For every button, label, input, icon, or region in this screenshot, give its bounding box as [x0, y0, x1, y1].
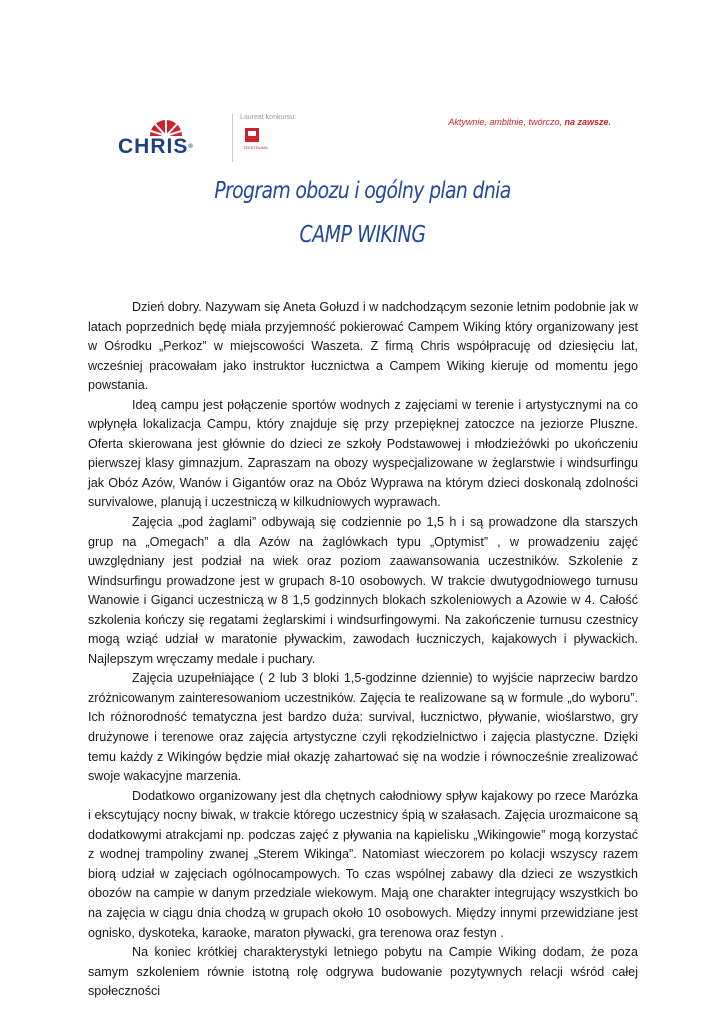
page-subtitle: CAMP WIKING — [299, 222, 426, 248]
page-title: Program obozu i ogólny plan dnia — [214, 178, 511, 204]
award-block — [240, 114, 310, 162]
paragraph: Dodatkowo organizowany jest dla chętnych całodniowy spływ kajakowy po rzece Marózka i ekscytujący nocny biwak, w trakcie którego uczestnicy śpią w szałasach. Zajęcia urozmaicone są dodatkowymi atrakcjami np. podczas zajęć z pływania na kąpielisku „Wikingowie” mogą korzystać z wodnej trampoliny zwanej „Sterem Wikinga”. Natomiast wieczorem po kolacji wszyscy razem biorą udział w zajęciach ogólnocampowych. To czas wspólnej zabawy dla dzieci ze wszystkich obozów na campie w danym przedziale wiekowym. Mają one charakter integrujący wszystkich bo na zajęcia w ciągu dnia chodzą w grupach około 10 osobowych. Między innymi przewidziane jest ognisko, dyskoteka, karaoke, maraton pływacki, gra terenowa oraz festyn . — [88, 788, 638, 940]
chris-logo — [118, 116, 218, 162]
sun-icon — [148, 116, 184, 136]
slogan: Aktywnie, ambitnie, twórczo, na zawsze. — [448, 117, 611, 127]
award-badge-icon — [245, 128, 259, 142]
award-sub-label: TEKSTRUMA — [243, 145, 268, 150]
award-label: Laureat konkursu: — [240, 114, 297, 121]
paragraph: Na koniec krótkiej charakterystyki letniego pobytu na Campie Wiking dodam, że poza samym szkoleniem równie istotną rolę odgrywa budowanie pozytywnych relacji wśród całej społeczności — [88, 945, 638, 999]
paragraph: Zajęcia uzupełniające ( 2 lub 3 bloki 1,5-godzinne dziennie) to wyjście naprzeciw bardzo zróżnicowanym zainteresowaniom uczestników. Zajęcia te realizowane są w formule „do wyboru”. Ich różnorodność tematyczna jest bardzo duża: survival, łucznictwo, pływanie, wioślarstwo, gry drużynowe i terenowe oraz zajęcia artystyczne czyli rękodzielnictwo i zajęcia plastyczne. Dzięki temu każdy z Wikingów będzie miał okazję zahartować się na wodzie i równocześnie zrealizować swoje wakacyjne marzenia. — [88, 671, 638, 784]
paragraph: Ideą campu jest połączenie sportów wodnych z zajęciami w terenie i artystycznymi na co wpłynęła lokalizacja Campu, który znajduje się przy przepięknej zatoczce na jeziorze Pluszne. Oferta skierowana jest głównie do dzieci ze szkoły Podstawowej i młodzieżówki po ukończeniu pierwszej klasy gimnazjum. Zapraszam na obozy wyspecjalizowane w żeglarstwie i windsurfingu jak Obóz Azów, Wanów i Gigantów oraz na Obóz Wyprawa na którym dzieci doskonalą zdolności survivalowe, planują i uczestniczą w kilkudniowych wyprawach. — [88, 397, 638, 510]
paragraph: Zajęcia „pod żaglami” odbywają się codziennie po 1,5 h i są prowadzone dla starszych grup na „Omegach” a dla Azów na żaglówkach typu „Optymist” , w prowadzeniu zajęć uwzględniany jest podział na wiek oraz poziom zaawansowania uczestników. Szkolenie z Windsurfingu prowadzone jest w grupach 8-10 osobowych. W trakcie dwutygodniowego turnusu Wanowie i Giganci uczestniczą w 8 1,5 godzinnych blokach szkoleniowych a Azowie w 4. Całość szkolenia kończy się regatami żeglarskimi i windsurfingowymi. Na zakończenie turnusu czestnicy mogą wziąć udział w maratonie pływackim, zawodach łuczniczych, kajakowych i pływackich. Najlepszym wręczamy medale i puchary. — [88, 515, 638, 666]
logo-text: CHRIS® — [118, 135, 194, 158]
body-text — [88, 298, 638, 1002]
letterhead — [118, 112, 613, 164]
header-divider — [232, 114, 233, 162]
paragraph: Dzień dobry. Nazywam się Aneta Gołuzd i w nadchodzącym sezonie letnim podobnie jak w latach poprzednich będę miała przyjemność pokierować Campem Wiking który organizowany jest w Ośrodku „Perkoz” w miejscowości Waszeta. Z firmą Chris współpracuję od dziesięciu lat, wcześniej pracowałam jako instruktor łucznictwa a Campem Wiking kieruje od momentu jego powstania. — [88, 300, 638, 393]
